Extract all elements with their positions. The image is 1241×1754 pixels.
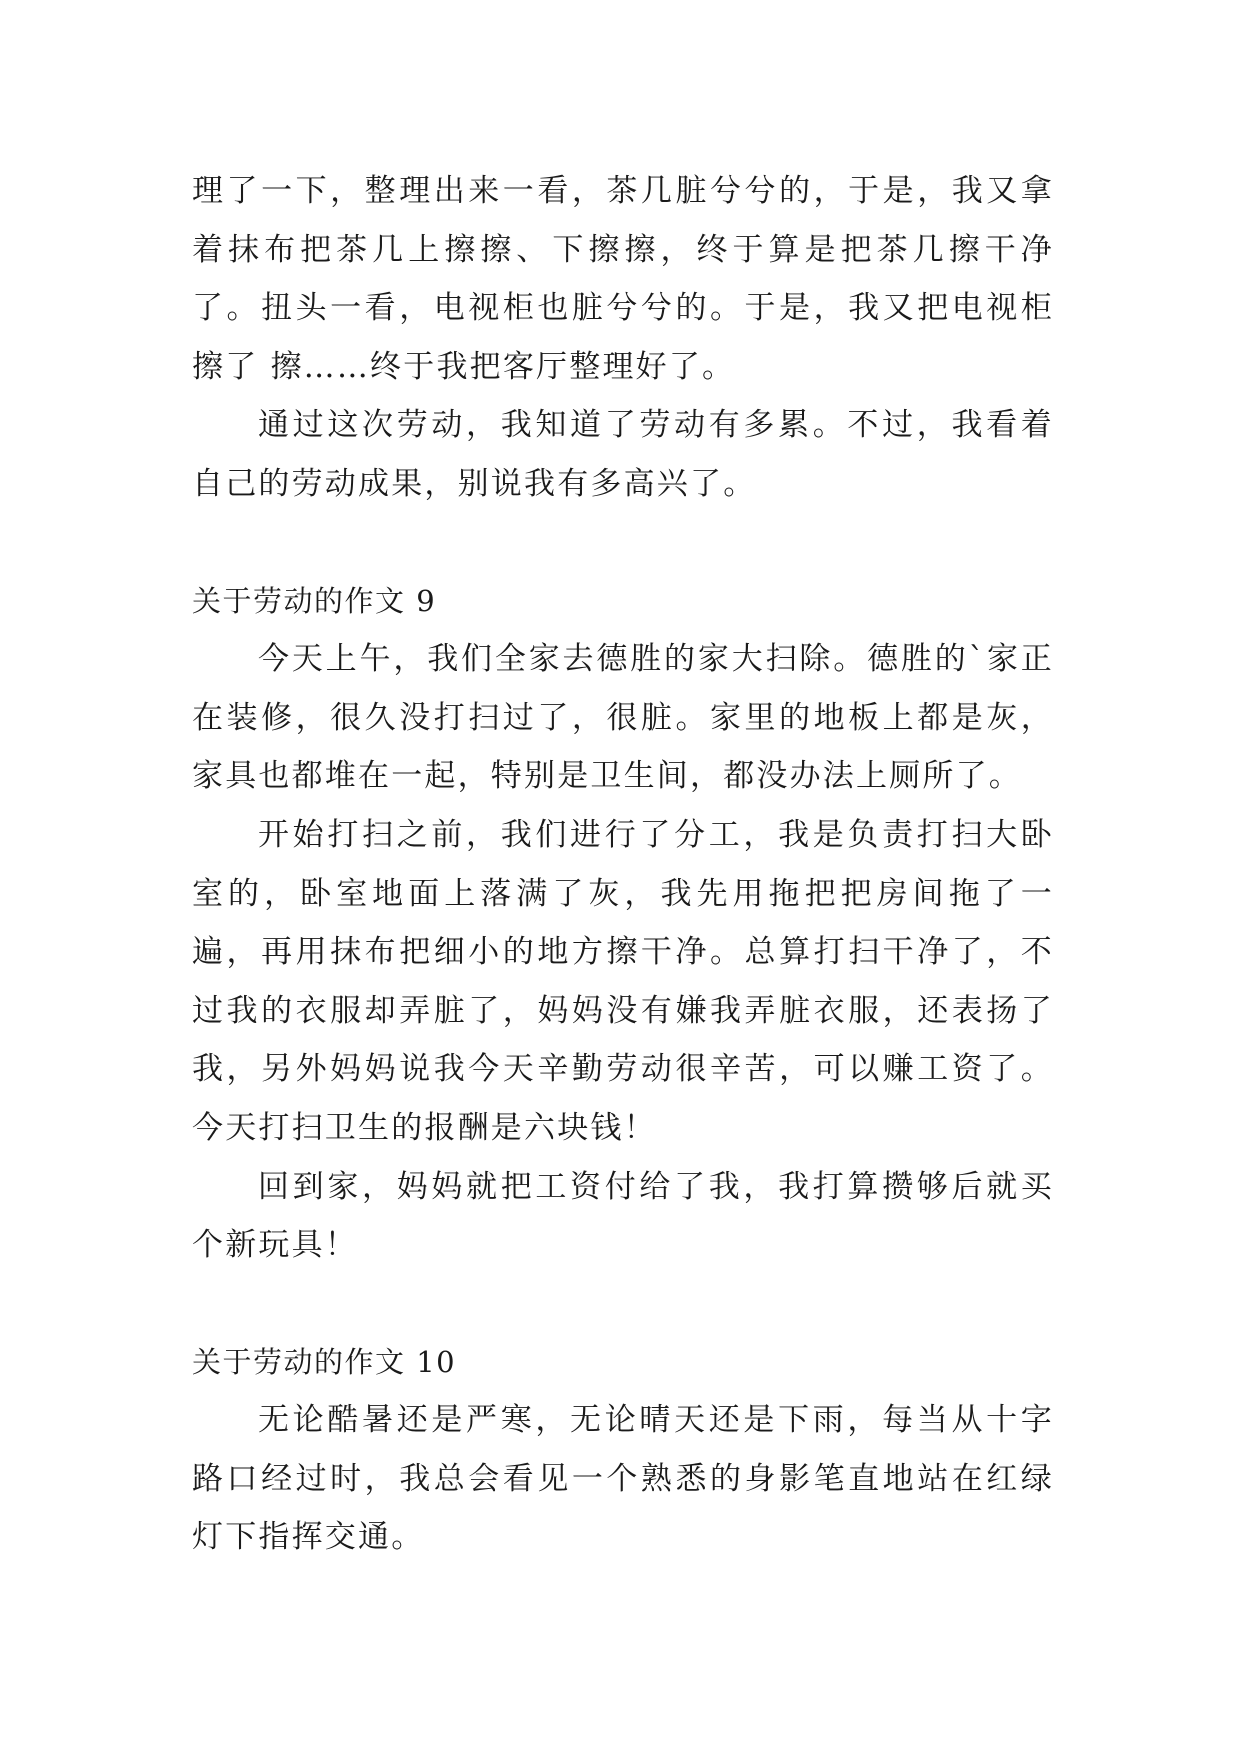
paragraph: 回到家，妈妈就把工资付给了我，我打算攒够后就买个新玩具！ (192, 1168, 1054, 1264)
paragraph: 今天上午，我们全家去德胜的家大扫除。德胜的`家正在装修，很久没打扫过了，很脏。家里的地板上都是灰，家具也都堆在一起，特别是卫生间，都没办法上厕所了。 (192, 641, 1054, 795)
paragraph: 无论酷暑还是严寒，无论晴天还是下雨，每当从十字路口经过时，我总会看见一个熟悉的身影笔直地站在红绿灯下指挥交通。 (192, 1402, 1054, 1556)
section-gap (192, 1275, 1054, 1333)
section-heading: 关于劳动的作文 10 (192, 1344, 457, 1379)
section-heading: 关于劳动的作文 9 (192, 583, 437, 618)
document-page (192, 162, 1054, 1567)
paragraph: 开始打扫之前，我们进行了分工，我是负责打扫大卧室的，卧室地面上落满了灰，我先用拖把把房间拖了一遍，再用抹布把细小的地方擦干净。总算打扫干净了，不过我的衣服却弄脏了，妈妈没有嫌我弄脏衣服，还表扬了我，另外妈妈说我今天辛勤劳动很辛苦，可以赚工资了。今天打扫卫生的报酬是六块钱！ (192, 816, 1054, 1146)
section-gap (192, 514, 1054, 572)
paragraph: 理了一下，整理出来一看，茶几脏兮兮的，于是，我又拿着抹布把茶几上擦擦、下擦擦，终于算是把茶几擦干净了。扭头一看，电视柜也脏兮兮的。于是，我又把电视柜擦了 擦……终于我把客厅整理好了。 (192, 173, 1054, 385)
paragraph: 通过这次劳动，我知道了劳动有多累。不过，我看着自己的劳动成果，别说我有多高兴了。 (192, 407, 1054, 502)
